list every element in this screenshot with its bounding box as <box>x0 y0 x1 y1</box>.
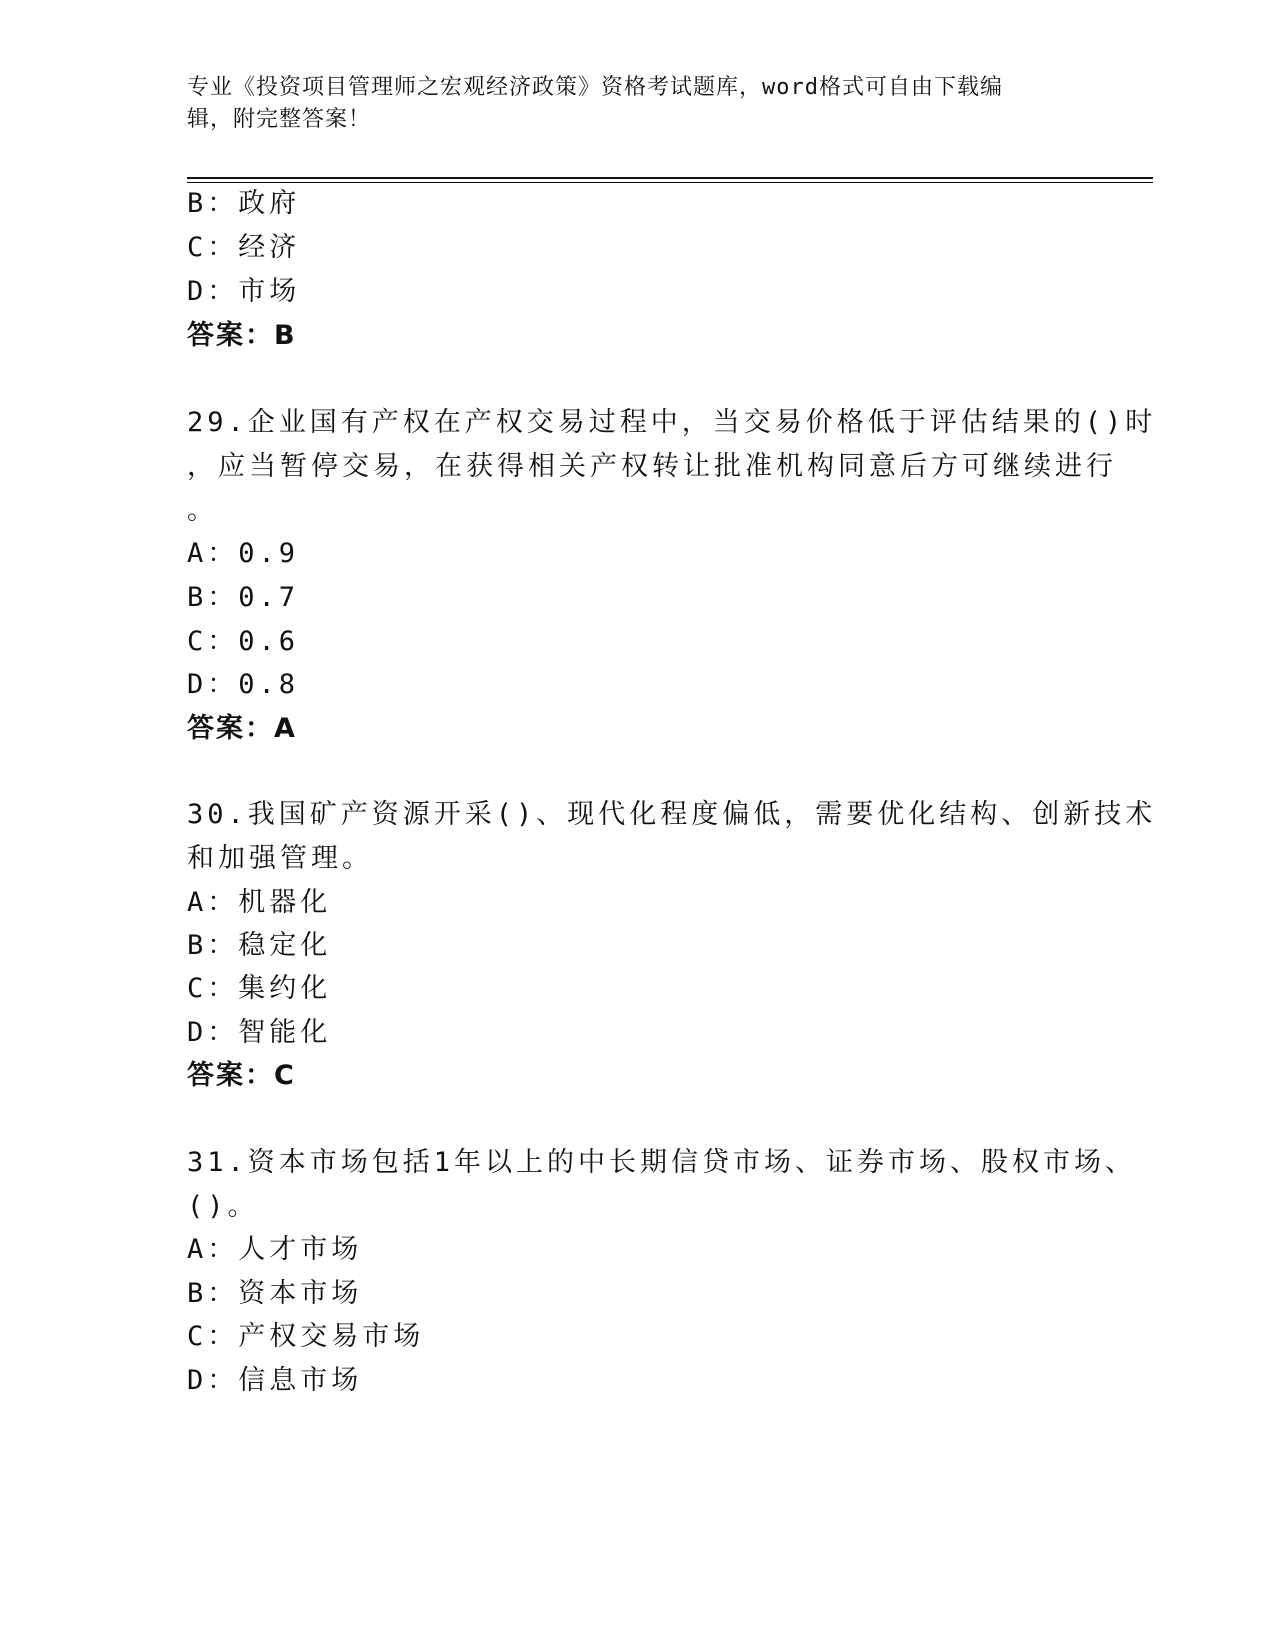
q30-option-a: A：机器化 <box>187 887 332 918</box>
q30-stem-line-2: 和加强管理。 <box>187 843 373 874</box>
q31-option-c: C：产权交易市场 <box>187 1321 425 1352</box>
q29-option-a: A：0.9 <box>187 538 300 569</box>
q28-option-d: D：市场 <box>187 276 301 307</box>
q28-option-c: C：经济 <box>187 232 301 263</box>
header-line-2: 辑，附完整答案！ <box>187 107 372 132</box>
q29-option-d: D：0.8 <box>187 669 300 700</box>
q29-answer: 答案：A <box>187 713 297 744</box>
q30-option-b: B：稳定化 <box>187 930 332 961</box>
q31-stem-line-1: 31.资本市场包括1年以上的中长期信贷市场、证券市场、股权市场、 <box>187 1147 1137 1178</box>
header-line-1: 专业《投资项目管理师之宏观经济政策》资格考试题库，word格式可自由下载编 <box>187 75 1003 100</box>
q29-stem-line-2: ，应当暂停交易，在获得相关产权转让批准机构同意后方可继续进行 <box>187 451 1117 482</box>
header-divider-thin <box>187 182 1153 183</box>
header-divider-thick <box>187 177 1153 179</box>
q28-option-b: B：政府 <box>187 188 301 219</box>
q30-answer: 答案：C <box>187 1060 296 1091</box>
q29-option-c: C：0.6 <box>187 626 300 657</box>
q31-option-b: B：资本市场 <box>187 1278 363 1309</box>
q30-option-d: D：智能化 <box>187 1017 332 1048</box>
q31-stem-line-2: ()。 <box>187 1191 259 1222</box>
q31-option-d: D：信息市场 <box>187 1365 363 1396</box>
q29-stem-line-3: 。 <box>187 495 218 526</box>
document-header <box>187 72 1087 136</box>
q28-answer: 答案：B <box>187 320 297 351</box>
q29-option-b: B：0.7 <box>187 582 300 613</box>
q30-option-c: C：集约化 <box>187 973 332 1004</box>
q29-stem-line-1: 29.企业国有产权在产权交易过程中，当交易价格低于评估结果的()时 <box>187 407 1157 438</box>
q31-option-a: A：人才市场 <box>187 1234 363 1265</box>
q30-stem-line-1: 30.我国矿产资源开采()、现代化程度偏低，需要优化结构、创新技术 <box>187 799 1157 830</box>
